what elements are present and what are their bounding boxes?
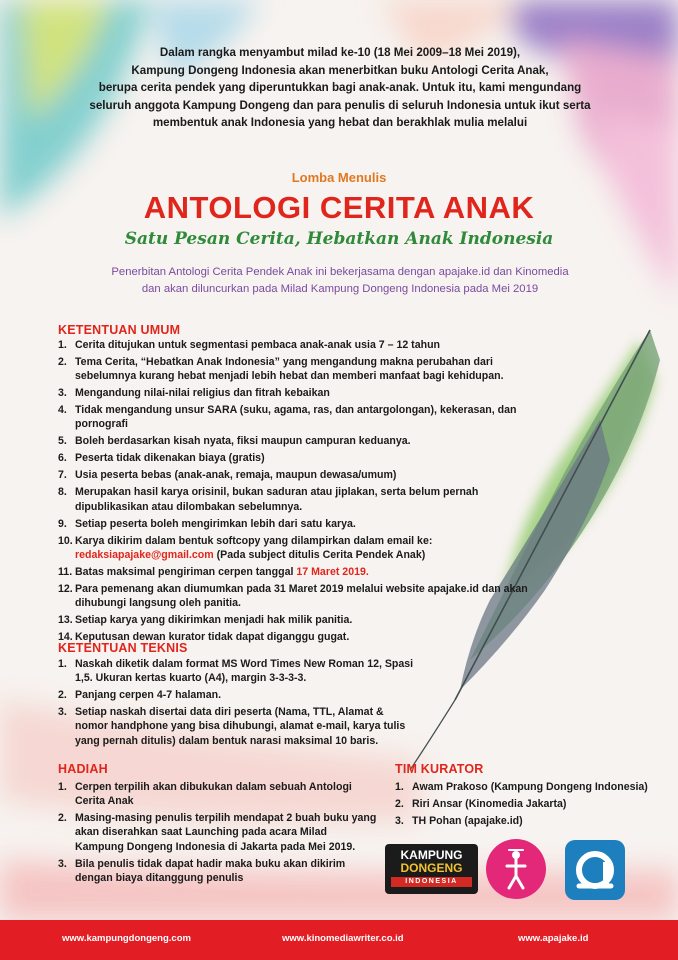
list-item: 3. Mengandung nilai-nilai religius dan fitrah kebaikan (58, 387, 330, 400)
list-tim-kurator (395, 780, 655, 831)
list-item: 3. Bila penulis tidak dapat hadir maka buku akan dikirim dengan biaya ditanggung penulis (58, 857, 346, 884)
list-item: 4. Tidak mengandung unsur SARA (suku, agama, ras, dan antargolongan), kekerasan, dan pornografi (58, 404, 517, 431)
event-tagline: Satu Pesan Cerita, Hebatkan Anak Indonesia (124, 229, 554, 249)
list-ketentuan-teknis (58, 657, 418, 751)
kinomedia-logo (485, 838, 547, 900)
section-title-hadiah: HADIAH (58, 762, 108, 776)
intro-line: membentuk anak Indonesia yang hebat dan berakhlak mulia melalui (152, 116, 528, 130)
email-link[interactable]: redaksiapajake@gmail.com (75, 548, 214, 561)
list-item: 2. Masing-masing penulis terpilih mendapat 2 buah buku yang akan diserahkan saat Launching pada acara Milad Kampung Dongeng Indonesia di Jakarta pada Mei 2019. (58, 812, 377, 853)
kampung-dongeng-logo: KAMPUNG DONGENG INDONESIA (385, 844, 478, 894)
list-item: 14. Keputusan dewan kurator tidak dapat diganggu gugat. (58, 631, 350, 644)
intro-line: seluruh anggota Kampung Dongeng dan para penulis di seluruh Indonesia untuk ikut serta (89, 98, 591, 112)
event-kicker: Lomba Menulis (291, 170, 387, 185)
list-item: 2. Tema Cerita, “Hebatkan Anak Indonesia” yang mengandung makna perubahan dari sebelumnya kurang hebat menjadi lebih hebat dan memberi manfaat bagi kehidupan. (58, 356, 504, 383)
list-item: 3. Setiap naskah disertai data diri peserta (Nama, TTL, Alamat & nomor handphone yang bisa dihubungi, alamat e-mail, karya tulis yang pernah ditulis) dalam bentuk narasi maksimal 10 baris. (58, 706, 406, 747)
list-item: 9. Setiap peserta boleh mengirimkan lebih dari satu karya. (58, 517, 356, 530)
list-item: 12. Para pemenang akan diumumkan pada 31 Maret 2019 melalui website apajake.id dan akan dihubungi langsung oleh panitia. (58, 582, 528, 610)
section-title-tim-kurator: TIM KURATOR (395, 762, 484, 776)
list-item: 5. Boleh berdasarkan kisah nyata, fiksi maupun campuran keduanya. (58, 435, 411, 448)
footer-link-kinomedia[interactable]: www.kinomediawriter.co.id (282, 933, 404, 944)
intro-line: Dalam rangka menyambut milad ke-10 (18 Mei 2009–18 Mei 2019), (159, 46, 521, 59)
intro-line: Kampung Dongeng Indonesia akan menerbitkan buku Antologi Cerita Anak, (131, 63, 549, 77)
intro-paragraph (60, 44, 620, 132)
list-item: 11. Batas maksimal pengiriman cerpen tanggal 17 Maret 2019. (58, 565, 369, 578)
deadline-date: 17 Maret 2019. (296, 565, 369, 578)
description-line: dan akan diluncurkan pada Milad Kampung Dongeng Indonesia pada Mei 2019 (141, 283, 539, 295)
list-item: 2. Riri Ansar (Kinomedia Jakarta) (395, 798, 567, 810)
list-hadiah (58, 780, 378, 888)
list-item: 7. Usia peserta bebas (anak-anak, remaja, maupun dewasa/umum) (58, 469, 397, 482)
list-item: 13. Setiap karya yang dikirimkan menjadi hak milik panitia. (58, 614, 353, 627)
event-title: ANTOLOGI CERITA ANAK (143, 190, 535, 225)
list-item: 1. Awam Prakoso (Kampung Dongeng Indonesia) (395, 781, 648, 793)
footer-bar (0, 920, 678, 960)
section-title-ketentuan-umum: KETENTUAN UMUM (58, 323, 181, 337)
apajake-logo (565, 840, 625, 900)
description-line: Penerbitan Antologi Cerita Pendek Anak ini bekerjasama dengan apajake.id dan Kinomedia (111, 266, 569, 278)
list-item: 6. Peserta tidak dikenakan biaya (gratis) (58, 452, 265, 465)
list-item: 10. Karya dikirim dalam bentuk softcopy yang dilampirkan dalam email ke: redaksiapajake@gmail.com (Pada subject ditulis Cerita Pendek Anak) (58, 534, 433, 561)
list-item: 1. Cerpen terpilih akan dibukukan dalam sebuah Antologi Cerita Anak (58, 781, 352, 808)
list-item: 8. Merupakan hasil karya orisinil, bukan saduran atau jiplakan, serta belum pernah dipublikasikan atau dilombakan sebelumnya. (58, 486, 479, 513)
section-title-ketentuan-teknis: KETENTUAN TEKNIS (58, 641, 188, 655)
list-item: 1. Cerita ditujukan untuk segmentasi pembaca anak-anak usia 7 – 12 tahun (58, 339, 441, 351)
event-description (90, 264, 590, 298)
partner-logos (385, 838, 635, 902)
footer-link-apajake[interactable]: www.apajake.id (518, 933, 589, 944)
list-ketentuan-umum (58, 338, 548, 647)
footer-link-kampungdongeng[interactable]: www.kampungdongeng.com (62, 933, 191, 944)
list-item: 3. TH Pohan (apajake.id) (395, 815, 523, 827)
list-item: 1. Naskah diketik dalam format MS Word Times New Roman 12, Spasi 1,5. Ukuran kertas kuarto (A4), margin 3-3-3-3. (58, 658, 414, 685)
list-item: 2. Panjang cerpen 4-7 halaman. (58, 689, 222, 702)
intro-line: berupa cerita pendek yang diperuntukkan bagi anak-anak. Untuk itu, kami mengundang (98, 81, 582, 95)
